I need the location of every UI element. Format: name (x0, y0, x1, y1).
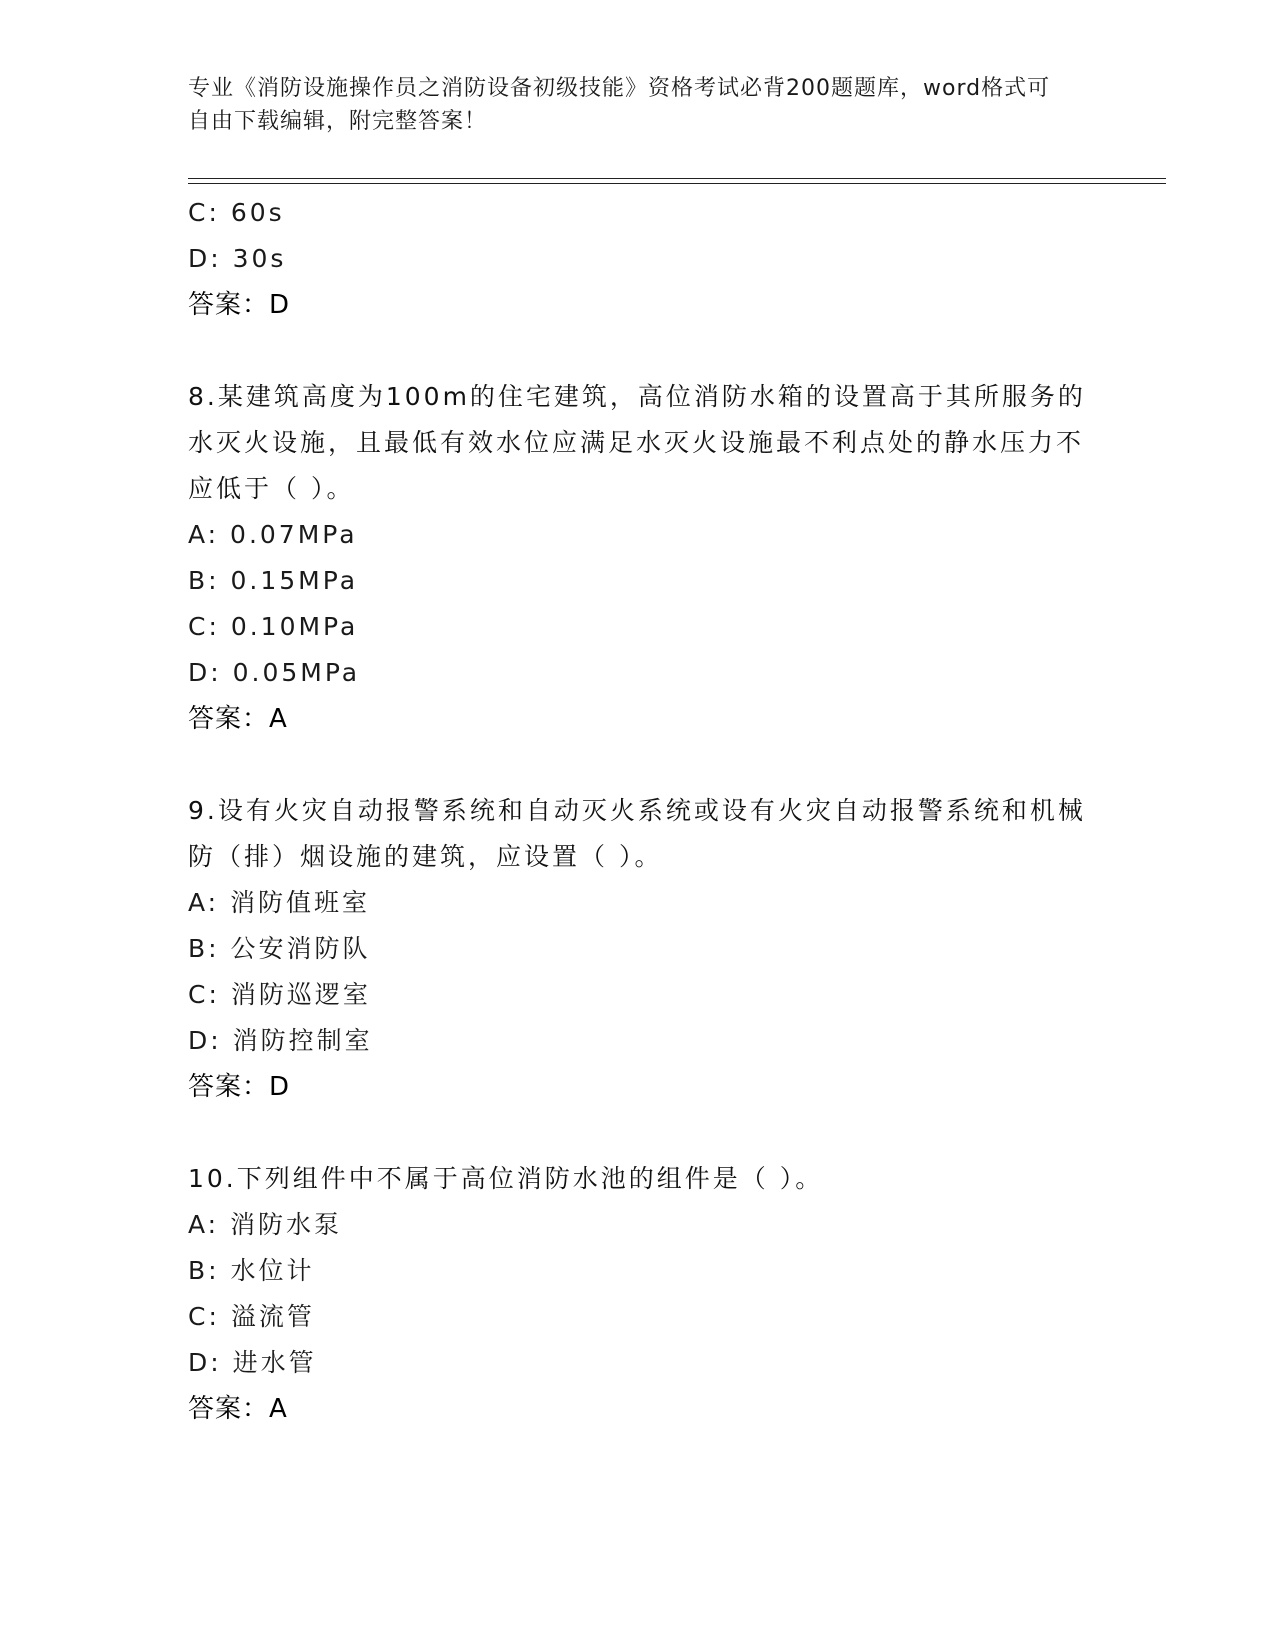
option-c: C: 溢流管 (188, 1302, 315, 1331)
option-d: D: 消防控制室 (188, 1026, 373, 1055)
option-c: C: 消防巡逻室 (188, 980, 371, 1009)
document-header: 专业《消防设施操作员之消防设备初级技能》资格考试必背200题题库，word格式可自由下载编辑，附完整答案！ (188, 76, 1051, 134)
question-8-stem: 8.某建筑高度为100m的住宅建筑，高位消防水箱的设置高于其所服务的水灭火设施，且最低有效水位应满足水灭火设施最不利点处的静水压力不应低于（ ）。 (188, 382, 1086, 503)
answer-line: 答案：D (188, 1072, 291, 1102)
option-a: A: 0.07MPa (188, 520, 358, 549)
option-b: B: 0.15MPa (188, 566, 359, 595)
question-10-stem: 10.下列组件中不属于高位消防水池的组件是（ ）。 (188, 1164, 824, 1193)
document-body (188, 190, 1088, 1432)
option-b: B: 水位计 (188, 1256, 315, 1285)
option-d: D: 30s (188, 244, 287, 273)
option-d: D: 进水管 (188, 1348, 317, 1377)
option-c: C: 60s (188, 198, 285, 227)
spacer (188, 1110, 1088, 1156)
option-a: A: 消防值班室 (188, 888, 371, 917)
question-9-stem: 9.设有火灾自动报警系统和自动灭火系统或设有火灾自动报警系统和机械防（排）烟设施的建筑，应设置（ ）。 (188, 796, 1086, 871)
spacer (188, 328, 1088, 374)
header-rule-top (188, 178, 1166, 179)
option-b: B: 公安消防队 (188, 934, 371, 963)
spacer (188, 742, 1088, 788)
answer-line: 答案：A (188, 1394, 288, 1424)
option-a: A: 消防水泵 (188, 1210, 343, 1239)
option-c: C: 0.10MPa (188, 612, 359, 641)
answer-line: 答案：D (188, 290, 291, 320)
option-d: D: 0.05MPa (188, 658, 361, 687)
answer-line: 答案：A (188, 704, 288, 734)
header-rule-bottom (188, 183, 1166, 184)
